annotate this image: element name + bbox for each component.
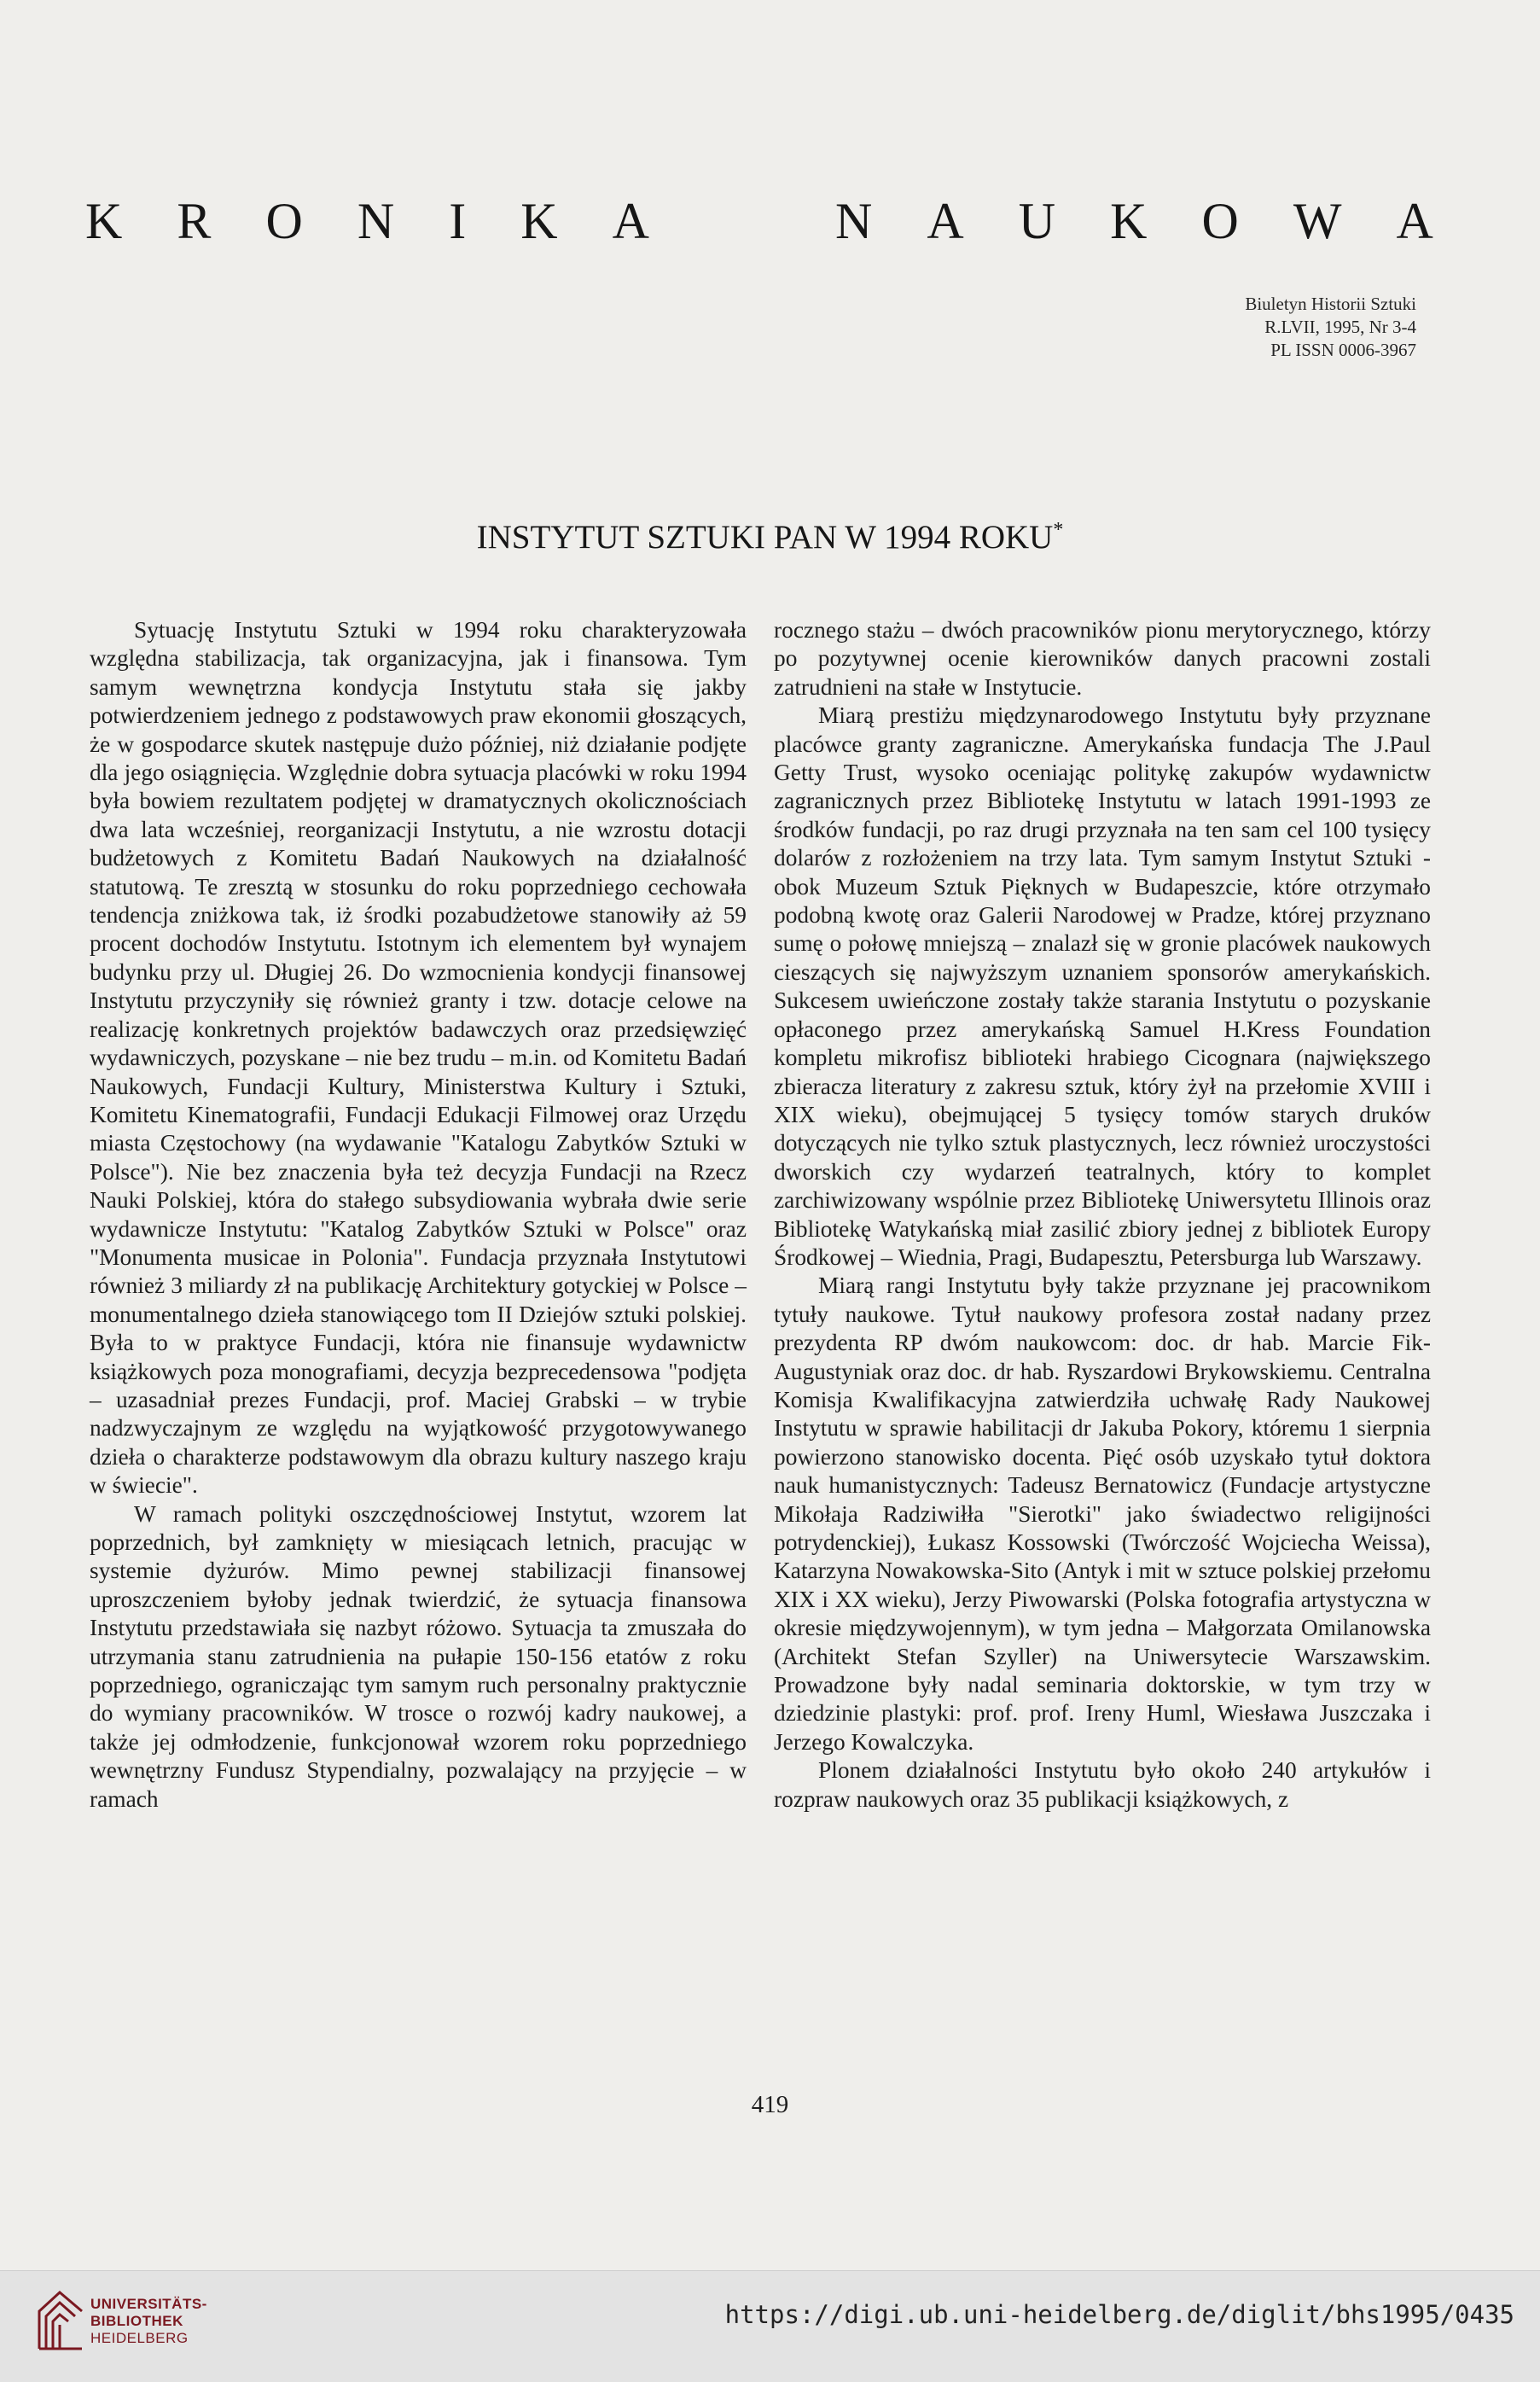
library-line: BIBLIOTHEK bbox=[90, 2313, 183, 2329]
paragraph: W ramach polityki oszczędnościowej Instytut, wzorem lat poprzednich, był zamknięty w miesiącach letnich, pracując w systemie dyżurów. Mimo pewnej stabilizacji finansowej uproszczeniem byłoby jednak twierdzić, że sytuacja finansowa Instytutu przedstawiała się nazbyt różowo. Sytuacja ta zmuszała do utrzymania stanu zatrudnienia na pułapie 150-156 etatów z roku poprzedniego, ograniczając tym samym ruch personalny praktycznie do wymiany pracowników. W trosce o rozwój kadry naukowej, a także jej odmłodzenie, funkcjonował wzorem roku poprzedniego wewnętrzny Fundusz Stypendialny, pozwalający na przyjęcie – w ramach bbox=[90, 1500, 747, 1812]
header-letter: N bbox=[834, 193, 873, 249]
library-line: HEIDELBERG bbox=[90, 2330, 189, 2346]
paragraph: Plonem działalności Instytutu było około 240 artykułów i rozpraw naukowych oraz 35 publikacji książkowych, z bbox=[774, 1757, 1431, 1812]
header-letter: R bbox=[177, 193, 212, 249]
right-column bbox=[774, 616, 1431, 1814]
footnote-mark: * bbox=[1053, 519, 1064, 541]
library-name[interactable] bbox=[90, 2296, 207, 2347]
header-letter: I bbox=[449, 193, 467, 249]
journal-issn: PL ISSN 0006-3967 bbox=[1270, 340, 1416, 360]
article-title-text: INSTYTUT SZTUKI PAN W 1994 ROKU bbox=[476, 519, 1054, 556]
paragraph: Miarą prestiżu międzynarodowego Instytutu były przyznane placówce granty zagraniczne. Amerykańska fundacja The J.Paul Getty Trust, wysoko oceniając politykę zakupów wydawnictw zagranicznych przez Bibliotekę Instytutu w latach 1991-1993 ze środków fundacji, po raz drugi przyznała na ten sam cel 100 tysięcy dolarów z rozłożeniem na trzy lata. Tym samym Instytut Sztuki - obok Muzeum Sztuk Pięknych w Budapeszcie, które otrzymało podobną kwotę oraz Galerii Narodowej w Pradze, której przyznano sumę o połowę mniejszą – znalazł się w gronie placówek naukowych cieszących się najwyższym uznaniem sponsorów amerykańskich. Sukcesem uwieńczone zostały także starania Instytutu o pozyskanie opłaconego przez amerykańską Samuel H.Kress Foundation kompletu mikrofisz biblioteki hrabiego Cicognara (największego zbieracza literatury z zakresu sztuk, który żył na przełomie XVIII i XIX wieku), obejmującej 5 tysięcy tomów starych druków dotyczących nie tylko sztuk plastycznych, lecz również uroczystości dworskich czy wydarzeń teatralnych, który to komplet zarchiwizowany wspólnie przez Bibliotekę Uniwersytetu Illinois oraz Bibliotekę Watykańską miał zasilić zbiory jednej z bibliotek Europy Środkowej – Wiednia, Pragi, Budapesztu, Petersburga lub Warszawy. bbox=[774, 702, 1431, 1270]
header-letter: U bbox=[1018, 193, 1056, 249]
header-letter: A bbox=[1396, 193, 1433, 249]
header-word-gap bbox=[704, 192, 781, 251]
paragraph: rocznego stażu – dwóch pracowników pionu merytorycznego, którzy po pozytywnej ocenie kierowników danych pracowni zostali zatrudnieni na stałe w Instytucie. bbox=[774, 617, 1431, 700]
journal-volume: R.LVII, 1995, Nr 3-4 bbox=[1264, 317, 1416, 337]
library-line: UNIVERSITÄTS- bbox=[90, 2296, 207, 2312]
header-letter: K bbox=[520, 193, 558, 249]
paragraph: Miarą rangi Instytutu były także przyznane jej pracownikom tytuły naukowe. Tytuł naukowy profesora został nadany przez prezydenta RP dwóm naukowcom: doc. dr hab. Marcie Fik-Augustyniak oraz doc. dr hab. Ryszardowi Brykowskiemu. Centralna Komisja Kwalifikacyjna zatwierdziła uchwałę Rady Naukowej Instytutu w sprawie habilitacji dr Jakuba Pokory, któremu 1 sierpnia powierzono stanowisko docenta. Pięć osób uzyskało tytuł doktora nauk humanistycznych: Tadeusz Bernatowicz (Fundacje artystyczne Mikołaja Radziwiłła "Sierotki" jako świadectwo religijności potrydenckiej), Łukasz Kossowski (Twórczość Wojciecha Weissa), Katarzyna Nowakowska-Sito (Antyk i mit w sztuce polskiej przełomu XIX i XX wieku), Jerzy Piwowarski (Polska fotografia artystyczna w okresie międzywojennym), w tym jedna – Małgorzata Omilanowska (Architekt Stefan Szyller) na Uniwersytecie Warszawskim. Prowadzone były nadal seminaria doktorskie, w tym trzy w dziedzinie plastyki: prof. prof. Ireny Huml, Wiesława Juszczaka i Jerzego Kowalczyka. bbox=[774, 1273, 1431, 1755]
article-title bbox=[0, 518, 1540, 556]
ub-heidelberg-logo-icon[interactable] bbox=[34, 2286, 87, 2354]
header-letter: N bbox=[357, 193, 395, 249]
header-letter: O bbox=[265, 193, 303, 249]
journal-name: Biuletyn Historii Sztuki bbox=[1245, 294, 1416, 314]
header-letter: A bbox=[927, 193, 964, 249]
left-column bbox=[90, 616, 747, 1814]
header-letter: A bbox=[612, 193, 649, 249]
header-letter: K bbox=[85, 193, 123, 249]
header-letter: W bbox=[1293, 193, 1342, 249]
journal-info bbox=[1245, 293, 1416, 362]
header-letter: O bbox=[1201, 193, 1239, 249]
page-number: 419 bbox=[751, 2091, 789, 2118]
section-header bbox=[85, 192, 1433, 251]
source-url-link[interactable]: https://digi.ub.uni-heidelberg.de/diglit/bhs1995/0435 bbox=[724, 2300, 1514, 2329]
header-letter: K bbox=[1110, 193, 1148, 249]
paragraph: Sytuację Instytutu Sztuki w 1994 roku charakteryzowała względna stabilizacja, tak organizacyjna, jak i finansowa. Tym samym wewnętrzna kondycja Instytutu stała się jakby potwierdzeniem jednego z podstawowych praw ekonomii głoszących, że w gospodarce skutek następuje dużo później, niż działanie podjęte dla jego osiągnięcia. Względnie dobra sytuacja placówki w roku 1994 była bowiem rezultatem podjętej w dramatycznych okolicznościach dwa lata wcześniej, reorganizacji Instytutu, a nie wzrostu dotacji budżetowych z Komitetu Badań Naukowych na działalność statutową. Te zresztą w stosunku do roku poprzedniego cechowała tendencja zniżkowa tak, iż środki pozabudżetowe stanowiły aż 59 procent dochodów Instytutu. Istotnym ich elementem był wynajem budynku przy ul. Długiej 26. Do wzmocnienia kondycji finansowej Instytutu przyczyniły się również granty i tzw. dotacje celowe na realizację konkretnych projektów badawczych oraz przedsięwzięć wydawniczych, pozyskane – nie bez trudu – m.in. od Komitetu Badań Naukowych, Fundacji Kultury, Ministerstwa Kultury i Sztuki, Komitetu Kinematografii, Fundacji Edukacji Filmowej oraz Urzędu miasta Częstochowy (na wydawanie "Katalogu Zabytków Sztuki w Polsce"). Nie bez znaczenia była też decyzja Fundacji na Rzecz Nauki Polskiej, która do stałego subsydiowania wybrała dwie serie wydawnicze Instytutu: "Katalog Zabytków Sztuki w Polsce" oraz "Monumenta musicae in Polonia". Fundacja przyznała Instytutowi również 3 miliardy zł na publikację Architektury gotyckiej w Polsce – monumentalnego dzieła stanowiącego tom II Dziejów sztuki polskiej. Była to w praktyce Fundacji, która nie finansuje wydawnictw książkowych poza monografiami, decyzja bezprecedensowa "podjęta – uzasadniał prezes Fundacji, prof. Maciej Grabski – w trybie nadzwyczajnym ze względu na wyjątkowość przygotowywanego dzieła o charakterze podstawowym dla obrazu kultury naszego kraju w świecie". bbox=[90, 617, 747, 1499]
